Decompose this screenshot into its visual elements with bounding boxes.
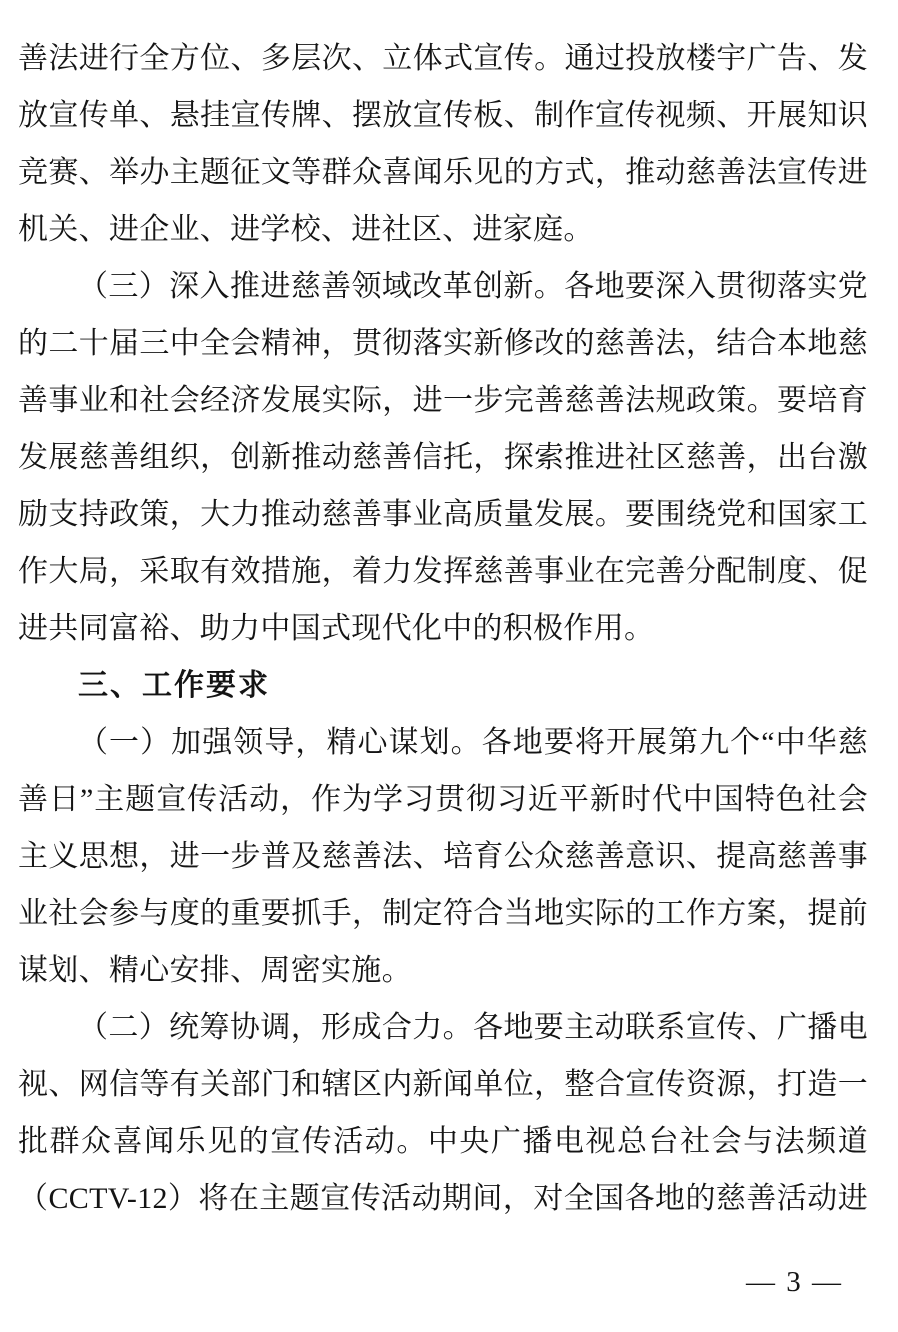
text-line: 机关、进企业、进学校、进社区、进家庭。: [18, 213, 594, 246]
text-line: 进共同富裕、助力中国式现代化中的积极作用。: [18, 612, 655, 645]
section-heading: [18, 657, 868, 714]
document-body: [18, 30, 868, 1227]
text-line: （CCTV-12）将在主题宣传活动期间，对全国各地的慈善活动进: [18, 1182, 868, 1215]
paragraph: [18, 714, 868, 999]
text-line: （三）深入推进慈善领域改革创新。各地要深入贯彻落实党: [78, 270, 868, 303]
page-number: — 3 —: [746, 1266, 843, 1298]
text-line: 励支持政策，大力推动慈善事业高质量发展。要围绕党和国家工: [18, 498, 868, 531]
text-line: 善日”主题宣传活动，作为学习贯彻习近平新时代中国特色社会: [18, 783, 868, 816]
text-line: 放宣传单、悬挂宣传牌、摆放宣传板、制作宣传视频、开展知识: [18, 99, 868, 132]
text-line: 的二十届三中全会精神，贯彻落实新修改的慈善法，结合本地慈: [18, 327, 868, 360]
text-line: 业社会参与度的重要抓手，制定符合当地实际的工作方案，提前: [18, 897, 868, 930]
text-line: 主义思想，进一步普及慈善法、培育公众慈善意识、提高慈善事: [18, 840, 868, 873]
text-line: 竞赛、举办主题征文等群众喜闻乐见的方式，推动慈善法宣传进: [18, 156, 868, 189]
text-line: 发展慈善组织，创新推动慈善信托，探索推进社区慈善，出台激: [18, 441, 868, 474]
text-line: 谋划、精心安排、周密实施。: [18, 954, 412, 987]
text-line: 善法进行全方位、多层次、立体式宣传。通过投放楼宇广告、发: [18, 42, 868, 75]
text-line: 批群众喜闻乐见的宣传活动。中央广播电视总台社会与法频道: [18, 1125, 868, 1158]
text-line: 作大局，采取有效措施，着力发挥慈善事业在完善分配制度、促: [18, 555, 868, 588]
text-line: 视、网信等有关部门和辖区内新闻单位，整合宣传资源，打造一: [18, 1068, 868, 1101]
paragraph: [18, 258, 868, 657]
paragraph: [18, 999, 868, 1227]
text-line: （二）统筹协调，形成合力。各地要主动联系宣传、广播电: [78, 1011, 868, 1044]
text-line: （一）加强领导，精心谋划。各地要将开展第九个“中华慈: [78, 726, 868, 759]
paragraph: [18, 30, 868, 258]
text-line: 善事业和社会经济发展实际，进一步完善慈善法规政策。要培育: [18, 384, 868, 417]
heading-line: 三、工作要求: [78, 669, 270, 702]
